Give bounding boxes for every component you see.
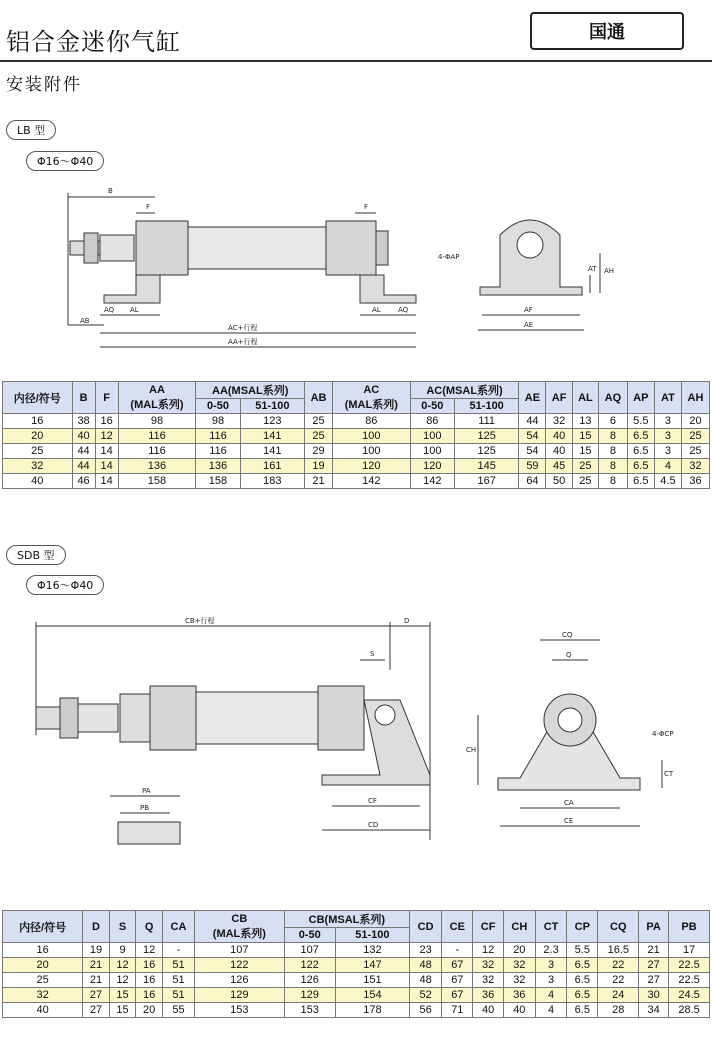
th-aa-r2: 51-100	[240, 399, 304, 414]
table-cell: 123	[240, 414, 304, 429]
th-ac-msal: AC(MSAL系列)	[410, 382, 519, 399]
table-cell: 46	[72, 474, 95, 489]
sdb-nut	[60, 698, 78, 738]
table-cell: 20	[136, 1003, 163, 1018]
table-cell: 67	[442, 958, 473, 973]
table-cell: 40	[3, 474, 73, 489]
dim-f: F	[146, 203, 151, 211]
dim-ab: AB	[80, 317, 90, 325]
table-cell: 32	[503, 958, 535, 973]
table-row	[3, 988, 710, 1003]
th-aa-msal: AA(MSAL系列)	[196, 382, 305, 399]
table-cell: 22.5	[669, 973, 710, 988]
table-cell: 161	[240, 459, 304, 474]
table-cell: 125	[454, 444, 518, 459]
table-cell: 6.5	[627, 444, 654, 459]
table-cell: 16.5	[598, 943, 639, 958]
th-q: Q	[136, 911, 163, 943]
sdb-front-cap	[150, 686, 196, 750]
table-cell: 16	[95, 414, 118, 429]
table-cell: 107	[284, 943, 335, 958]
table-cell: 9	[109, 943, 136, 958]
th-ac-label: AC	[363, 383, 380, 396]
table-cell: 23	[410, 943, 442, 958]
table-cell: 34	[639, 1003, 669, 1018]
table-cell: 40	[473, 1003, 503, 1018]
table-cell: 56	[410, 1003, 442, 1018]
table-cell: 142	[332, 474, 410, 489]
table-cell: 158	[118, 474, 196, 489]
th-cb-label: CB	[231, 912, 248, 925]
table-cell: 40	[546, 429, 572, 444]
th-f: F	[95, 382, 118, 414]
table-cell: 16	[136, 988, 163, 1003]
table-cell: 20	[3, 958, 83, 973]
table-cell: 22	[598, 958, 639, 973]
table-cell: 8	[599, 459, 628, 474]
table-row	[3, 958, 710, 973]
sdb-pin-hole	[375, 705, 395, 725]
th-sdb-bore: 内径/符号	[3, 911, 83, 943]
dim-cp: 4-ΦCP	[652, 730, 674, 738]
th-pa: PA	[639, 911, 669, 943]
table-cell: 16	[136, 973, 163, 988]
table-cell: 27	[83, 988, 110, 1003]
table-cell: 25	[681, 429, 709, 444]
th-aq: AQ	[599, 382, 628, 414]
th-cf: CF	[473, 911, 503, 943]
th-at: AT	[654, 382, 681, 414]
header-divider	[0, 60, 712, 62]
table-row	[3, 474, 710, 489]
th-aa-r1: 0-50	[196, 399, 240, 414]
table-cell: 48	[410, 973, 442, 988]
lb-table-body	[3, 414, 710, 489]
table-cell: 167	[454, 474, 518, 489]
table-cell: 116	[196, 429, 240, 444]
dim-ac: AC+行程	[228, 324, 258, 332]
table-cell: 44	[72, 459, 95, 474]
table-cell: 6.5	[627, 429, 654, 444]
table-cell: 30	[639, 988, 669, 1003]
table-cell: 12	[109, 973, 136, 988]
table-cell: 21	[639, 943, 669, 958]
table-cell: 20	[503, 943, 535, 958]
table-cell: 25	[681, 444, 709, 459]
table-cell: 8	[599, 429, 628, 444]
table-cell: 132	[335, 943, 409, 958]
th-cd: CD	[410, 911, 442, 943]
table-cell: 120	[410, 459, 454, 474]
table-cell: 16	[3, 943, 83, 958]
table-cell: 20	[681, 414, 709, 429]
table-cell: 125	[454, 429, 518, 444]
dim-cb: CB+行程	[185, 617, 215, 625]
sdb-barrel	[196, 692, 318, 744]
page-title: 铝合金迷你气缸	[6, 28, 181, 56]
table-cell: 27	[639, 958, 669, 973]
lb-range-label: Φ16～Φ40	[26, 151, 104, 171]
th-ae: AE	[519, 382, 546, 414]
table-cell: 25	[572, 459, 598, 474]
table-cell: 32	[473, 973, 503, 988]
table-row	[3, 444, 710, 459]
table-cell: 12	[95, 429, 118, 444]
table-cell: 116	[118, 444, 196, 459]
table-cell: 147	[335, 958, 409, 973]
sdb-boss	[78, 704, 118, 732]
table-row	[3, 459, 710, 474]
table-cell: 116	[196, 444, 240, 459]
table-cell: 136	[118, 459, 196, 474]
sdb-spec-table	[2, 910, 710, 1018]
table-cell: 100	[332, 444, 410, 459]
th-ce: CE	[442, 911, 473, 943]
table-cell: 141	[240, 444, 304, 459]
th-b: B	[72, 382, 95, 414]
table-cell: 59	[519, 459, 546, 474]
table-cell: 28	[598, 1003, 639, 1018]
table-cell: 15	[109, 988, 136, 1003]
table-cell: 20	[3, 429, 73, 444]
th-d: D	[83, 911, 110, 943]
sdb-pin	[118, 822, 180, 844]
table-cell: 100	[410, 429, 454, 444]
table-cell: 32	[3, 459, 73, 474]
table-cell: 129	[195, 988, 285, 1003]
table-cell: 4	[535, 1003, 566, 1018]
dim-ah: AH	[604, 267, 615, 275]
table-cell: 12	[136, 943, 163, 958]
table-cell: 3	[654, 414, 681, 429]
th-af: AF	[546, 382, 572, 414]
th-pb: PB	[669, 911, 710, 943]
table-cell: 14	[95, 474, 118, 489]
table-cell: 153	[195, 1003, 285, 1018]
table-cell: 3	[535, 973, 566, 988]
table-cell: 122	[195, 958, 285, 973]
table-cell: 51	[162, 958, 194, 973]
th-ac-r2: 51-100	[454, 399, 518, 414]
table-cell: 25	[3, 444, 73, 459]
th-aa-sub: (MAL系列)	[130, 398, 184, 411]
barrel	[188, 227, 326, 269]
dim-ct: CT	[664, 770, 674, 778]
dim-cq: CQ	[562, 631, 573, 639]
table-cell: 100	[410, 444, 454, 459]
table-row	[3, 973, 710, 988]
table-cell: 129	[284, 988, 335, 1003]
table-cell: 19	[305, 459, 333, 474]
dim-cf: CF	[368, 797, 377, 805]
table-cell: 14	[95, 444, 118, 459]
dim-pb: PB	[140, 804, 150, 812]
table-cell: 25	[305, 429, 333, 444]
table-cell: 4.5	[654, 474, 681, 489]
table-cell: 8	[599, 444, 628, 459]
table-cell: 27	[83, 1003, 110, 1018]
th-al: AL	[572, 382, 598, 414]
front-cap	[136, 221, 188, 275]
table-cell: 98	[196, 414, 240, 429]
table-cell: -	[162, 943, 194, 958]
table-cell: 2.3	[535, 943, 566, 958]
table-cell: 48	[410, 958, 442, 973]
table-cell: 45	[546, 459, 572, 474]
table-cell: 38	[72, 414, 95, 429]
table-cell: 3	[535, 958, 566, 973]
table-cell: 6.5	[567, 1003, 598, 1018]
table-cell: 67	[442, 988, 473, 1003]
table-cell: 13	[572, 414, 598, 429]
th-ah: AH	[681, 382, 709, 414]
table-cell: 24	[598, 988, 639, 1003]
table-cell: 6.5	[567, 973, 598, 988]
th-cb	[195, 911, 285, 943]
table-cell: 32	[3, 988, 83, 1003]
dim-b: B	[108, 187, 113, 195]
table-cell: 25	[572, 474, 598, 489]
table-cell: 126	[284, 973, 335, 988]
table-cell: 12	[473, 943, 503, 958]
dim-aq-rear: AQ	[398, 306, 409, 314]
table-cell: 51	[162, 973, 194, 988]
dim-ce: CE	[564, 817, 574, 825]
table-cell: 153	[284, 1003, 335, 1018]
table-cell: 142	[410, 474, 454, 489]
table-cell: 36	[503, 988, 535, 1003]
table-cell: 27	[639, 973, 669, 988]
dim-at: AT	[588, 265, 597, 273]
table-cell: 32	[503, 973, 535, 988]
table-cell: 116	[118, 429, 196, 444]
table-cell: 15	[572, 429, 598, 444]
dim-aa: AA+行程	[228, 338, 258, 346]
lb-bracket-hole	[517, 232, 543, 258]
table-cell: 25	[3, 973, 83, 988]
dim-ca: CA	[564, 799, 574, 807]
th-ab: AB	[305, 382, 333, 414]
th-cb-r2: 51-100	[335, 928, 409, 943]
table-cell: 40	[546, 444, 572, 459]
table-cell: 40	[72, 429, 95, 444]
dim-ap: 4-ΦAP	[438, 253, 460, 261]
table-cell: 67	[442, 973, 473, 988]
th-cb-msal: CB(MSAL系列)	[284, 911, 409, 928]
table-cell: 17	[669, 943, 710, 958]
rear-cap	[326, 221, 376, 275]
th-bore: 内径/符号	[3, 382, 73, 414]
table-cell: 19	[83, 943, 110, 958]
th-aa-label: AA	[149, 383, 165, 396]
dim-al: AL	[130, 306, 139, 314]
table-cell: 24.5	[669, 988, 710, 1003]
table-cell: 22.5	[669, 958, 710, 973]
table-cell: 14	[95, 459, 118, 474]
table-cell: 151	[335, 973, 409, 988]
table-cell: 111	[454, 414, 518, 429]
sdb-rear-cap	[318, 686, 364, 750]
rear-boss	[376, 231, 388, 265]
table-cell: 3	[654, 444, 681, 459]
table-cell: 28.5	[669, 1003, 710, 1018]
table-cell: -	[442, 943, 473, 958]
table-cell: 8	[599, 474, 628, 489]
table-cell: 32	[546, 414, 572, 429]
table-cell: 126	[195, 973, 285, 988]
sdb-range-label: Φ16～Φ40	[26, 575, 104, 595]
table-cell: 25	[305, 414, 333, 429]
table-cell: 107	[195, 943, 285, 958]
table-cell: 15	[572, 444, 598, 459]
th-cq: CQ	[598, 911, 639, 943]
table-cell: 158	[196, 474, 240, 489]
table-cell: 6.5	[567, 988, 598, 1003]
sdb-cylinder-drawing	[0, 610, 712, 845]
dim-q: Q	[566, 651, 572, 659]
table-cell: 40	[3, 1003, 83, 1018]
dim-aq: AQ	[104, 306, 115, 314]
table-cell: 178	[335, 1003, 409, 1018]
table-cell: 6.5	[627, 459, 654, 474]
th-ac-sub: (MAL系列)	[344, 398, 398, 411]
th-s: S	[109, 911, 136, 943]
th-cp: CP	[567, 911, 598, 943]
sdb-type-label: SDB 型	[6, 545, 66, 565]
lb-type-label: LB 型	[6, 120, 56, 140]
table-cell: 44	[72, 444, 95, 459]
table-cell: 16	[136, 958, 163, 973]
table-cell: 40	[503, 1003, 535, 1018]
table-cell: 4	[535, 988, 566, 1003]
th-ca: CA	[162, 911, 194, 943]
table-cell: 32	[681, 459, 709, 474]
table-cell: 16	[3, 414, 73, 429]
table-cell: 183	[240, 474, 304, 489]
dim-pa: PA	[142, 787, 151, 795]
lb-cylinder-drawing	[0, 175, 712, 355]
table-cell: 22	[598, 973, 639, 988]
lb-spec-table	[2, 381, 710, 489]
table-cell: 36	[681, 474, 709, 489]
table-cell: 5.5	[627, 414, 654, 429]
table-cell: 136	[196, 459, 240, 474]
table-cell: 36	[473, 988, 503, 1003]
dim-ae: AE	[524, 321, 534, 329]
table-cell: 86	[332, 414, 410, 429]
table-row	[3, 1003, 710, 1018]
table-cell: 120	[332, 459, 410, 474]
table-cell: 29	[305, 444, 333, 459]
table-cell: 141	[240, 429, 304, 444]
th-ac	[332, 382, 410, 414]
table-row	[3, 414, 710, 429]
table-cell: 32	[473, 958, 503, 973]
table-cell: 12	[109, 958, 136, 973]
th-cb-r1: 0-50	[284, 928, 335, 943]
dim-d: D	[404, 617, 410, 625]
table-cell: 86	[410, 414, 454, 429]
logo-text: 国通	[589, 22, 625, 43]
dim-ch: CH	[466, 746, 477, 754]
table-cell: 21	[83, 973, 110, 988]
table-cell: 54	[519, 429, 546, 444]
table-cell: 21	[305, 474, 333, 489]
table-cell: 100	[332, 429, 410, 444]
dim-cd: CD	[368, 821, 379, 829]
table-cell: 98	[118, 414, 196, 429]
dim-af: AF	[524, 306, 533, 314]
th-aa	[118, 382, 196, 414]
rod-nut	[84, 233, 98, 263]
dim-al-rear: AL	[372, 306, 381, 314]
front-foot	[104, 275, 160, 303]
th-ac-r1: 0-50	[410, 399, 454, 414]
table-cell: 6	[599, 414, 628, 429]
table-cell: 44	[519, 414, 546, 429]
table-cell: 145	[454, 459, 518, 474]
table-cell: 6.5	[567, 958, 598, 973]
th-ch: CH	[503, 911, 535, 943]
table-cell: 122	[284, 958, 335, 973]
table-cell: 55	[162, 1003, 194, 1018]
table-row	[3, 943, 710, 958]
th-ap: AP	[627, 382, 654, 414]
table-cell: 154	[335, 988, 409, 1003]
th-ct: CT	[535, 911, 566, 943]
table-cell: 5.5	[567, 943, 598, 958]
table-cell: 52	[410, 988, 442, 1003]
table-row	[3, 429, 710, 444]
section-subtitle: 安装附件	[6, 75, 82, 95]
table-cell: 71	[442, 1003, 473, 1018]
th-cb-sub: (MAL系列)	[212, 927, 266, 940]
sdb-table-body	[3, 943, 710, 1018]
table-cell: 3	[654, 429, 681, 444]
table-cell: 54	[519, 444, 546, 459]
table-cell: 6.5	[627, 474, 654, 489]
table-cell: 21	[83, 958, 110, 973]
table-cell: 51	[162, 988, 194, 1003]
table-cell: 4	[654, 459, 681, 474]
dim-s: S	[370, 650, 375, 658]
rear-foot	[360, 275, 416, 303]
table-cell: 64	[519, 474, 546, 489]
table-cell: 15	[109, 1003, 136, 1018]
brand-logo	[530, 12, 684, 50]
front-boss	[100, 235, 134, 261]
table-cell: 50	[546, 474, 572, 489]
dim-f-rear: F	[364, 203, 369, 211]
